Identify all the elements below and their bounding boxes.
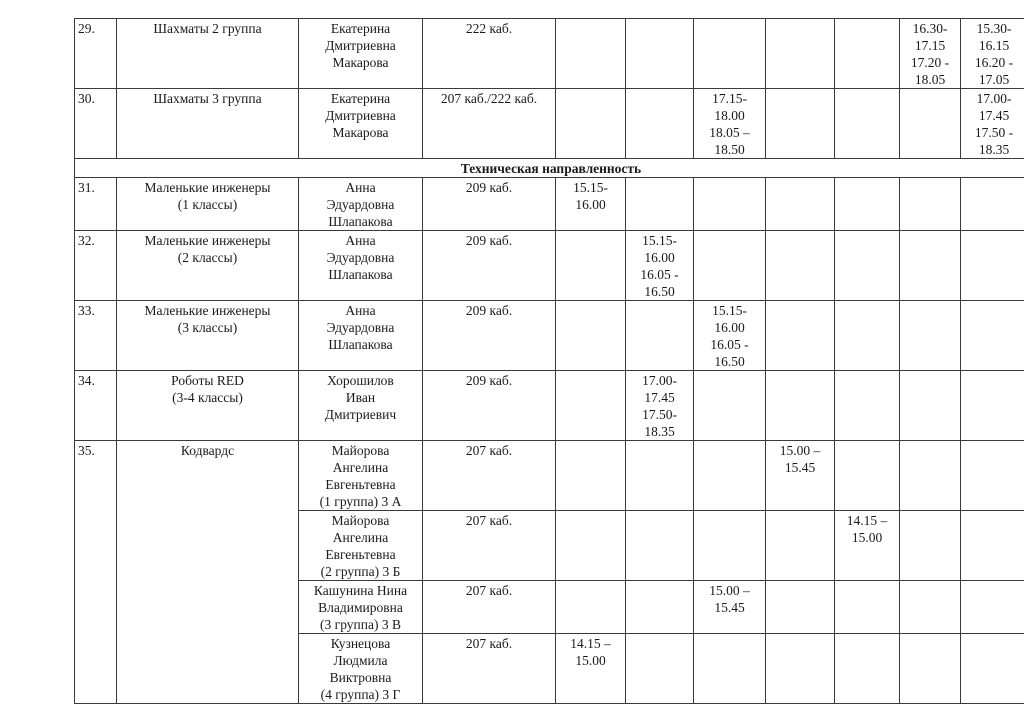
time-cell: [961, 178, 1024, 231]
time-cell: [626, 634, 694, 704]
club-name: Маленькие инженеры (2 классы): [117, 231, 299, 301]
room-cell: 222 каб.: [423, 19, 556, 89]
time-cell: 17.00- 17.45 17.50- 18.35: [626, 371, 694, 441]
time-cell: [835, 231, 900, 301]
row-number: 34.: [75, 371, 117, 441]
table-row: [75, 89, 1024, 159]
time-cell: [694, 19, 766, 89]
time-cell: [961, 301, 1024, 371]
time-cell: [694, 511, 766, 581]
teacher-name: Анна Эдуардовна Шлапакова: [299, 231, 423, 301]
teacher-name: Кузнецова Людмила Виктровна (4 группа) 3 Г: [299, 634, 423, 704]
club-name: Шахматы 3 группа: [117, 89, 299, 159]
time-cell: [626, 19, 694, 89]
time-cell: [835, 371, 900, 441]
row-number: 35.: [75, 441, 117, 704]
time-cell: 15.00 – 15.45: [766, 441, 835, 511]
time-cell: [694, 441, 766, 511]
time-cell: [766, 178, 835, 231]
time-cell: 15.15- 16.00 16.05 - 16.50: [694, 301, 766, 371]
teacher-name: Екатерина Дмитриевна Макарова: [299, 89, 423, 159]
time-cell: [626, 178, 694, 231]
teacher-name: Кашунина Нина Владимировна (3 группа) 3 В: [299, 581, 423, 634]
section-row: [75, 159, 1024, 178]
row-number: 29.: [75, 19, 117, 89]
time-cell: [961, 371, 1024, 441]
time-cell: [556, 581, 626, 634]
time-cell: 14.15 – 15.00: [835, 511, 900, 581]
time-cell: [626, 511, 694, 581]
time-cell: [556, 371, 626, 441]
time-cell: [694, 178, 766, 231]
row-number: 33.: [75, 301, 117, 371]
time-cell: 17.15- 18.00 18.05 – 18.50: [694, 89, 766, 159]
time-cell: [961, 581, 1024, 634]
table-row: [75, 19, 1024, 89]
time-cell: [556, 89, 626, 159]
time-cell: [900, 89, 961, 159]
room-cell: 209 каб.: [423, 178, 556, 231]
time-cell: [900, 581, 961, 634]
row-number: 31.: [75, 178, 117, 231]
room-cell: 207 каб./222 каб.: [423, 89, 556, 159]
time-cell: [556, 19, 626, 89]
teacher-name: Екатерина Дмитриевна Макарова: [299, 19, 423, 89]
time-cell: [835, 634, 900, 704]
teacher-name: Анна Эдуардовна Шлапакова: [299, 178, 423, 231]
time-cell: [626, 301, 694, 371]
club-name: Роботы RED (3-4 классы): [117, 371, 299, 441]
time-cell: [556, 511, 626, 581]
row-number: 30.: [75, 89, 117, 159]
club-name: Маленькие инженеры (1 классы): [117, 178, 299, 231]
time-cell: [835, 301, 900, 371]
time-cell: [766, 301, 835, 371]
room-cell: 207 каб.: [423, 581, 556, 634]
room-cell: 209 каб.: [423, 301, 556, 371]
time-cell: [900, 301, 961, 371]
time-cell: [900, 231, 961, 301]
time-cell: [961, 231, 1024, 301]
time-cell: [766, 581, 835, 634]
time-cell: [900, 634, 961, 704]
teacher-name: Майорова Ангелина Евгеньтевна (2 группа) 3 Б: [299, 511, 423, 581]
time-cell: [961, 441, 1024, 511]
time-cell: [900, 371, 961, 441]
room-cell: 207 каб.: [423, 511, 556, 581]
time-cell: [694, 634, 766, 704]
table-row: [75, 178, 1024, 231]
time-cell: 15.00 – 15.45: [694, 581, 766, 634]
schedule-table: [74, 18, 1024, 704]
table-row: [75, 441, 1024, 511]
time-cell: [900, 441, 961, 511]
teacher-name: Хорошилов Иван Дмитриевич: [299, 371, 423, 441]
time-cell: [900, 511, 961, 581]
room-cell: 207 каб.: [423, 441, 556, 511]
time-cell: [835, 441, 900, 511]
club-name: Кодвардс: [117, 441, 299, 704]
time-cell: [556, 441, 626, 511]
table-row: [75, 231, 1024, 301]
time-cell: [556, 231, 626, 301]
club-name: Шахматы 2 группа: [117, 19, 299, 89]
time-cell: [835, 89, 900, 159]
time-cell: 17.00- 17.45 17.50 - 18.35: [961, 89, 1024, 159]
time-cell: [900, 178, 961, 231]
time-cell: [961, 511, 1024, 581]
time-cell: 15.15- 16.00 16.05 - 16.50: [626, 231, 694, 301]
row-number: 32.: [75, 231, 117, 301]
time-cell: [766, 634, 835, 704]
time-cell: [766, 89, 835, 159]
time-cell: [835, 581, 900, 634]
time-cell: [626, 441, 694, 511]
room-cell: 207 каб.: [423, 634, 556, 704]
section-title: Техническая направленность: [75, 159, 1024, 178]
time-cell: [835, 19, 900, 89]
time-cell: [766, 511, 835, 581]
teacher-name: Анна Эдуардовна Шлапакова: [299, 301, 423, 371]
table-row: [75, 371, 1024, 441]
time-cell: [766, 231, 835, 301]
time-cell: 15.15- 16.00: [556, 178, 626, 231]
time-cell: [694, 371, 766, 441]
time-cell: [766, 371, 835, 441]
time-cell: [961, 634, 1024, 704]
time-cell: [626, 89, 694, 159]
room-cell: 209 каб.: [423, 371, 556, 441]
time-cell: [626, 581, 694, 634]
room-cell: 209 каб.: [423, 231, 556, 301]
time-cell: [766, 19, 835, 89]
table-row: [75, 301, 1024, 371]
teacher-name: Майорова Ангелина Евгеньтевна (1 группа) 3 А: [299, 441, 423, 511]
club-name: Маленькие инженеры (3 классы): [117, 301, 299, 371]
time-cell: 15.30- 16.15 16.20 - 17.05: [961, 19, 1024, 89]
time-cell: 14.15 – 15.00: [556, 634, 626, 704]
time-cell: 16.30- 17.15 17.20 - 18.05: [900, 19, 961, 89]
time-cell: [835, 178, 900, 231]
time-cell: [694, 231, 766, 301]
time-cell: [556, 301, 626, 371]
